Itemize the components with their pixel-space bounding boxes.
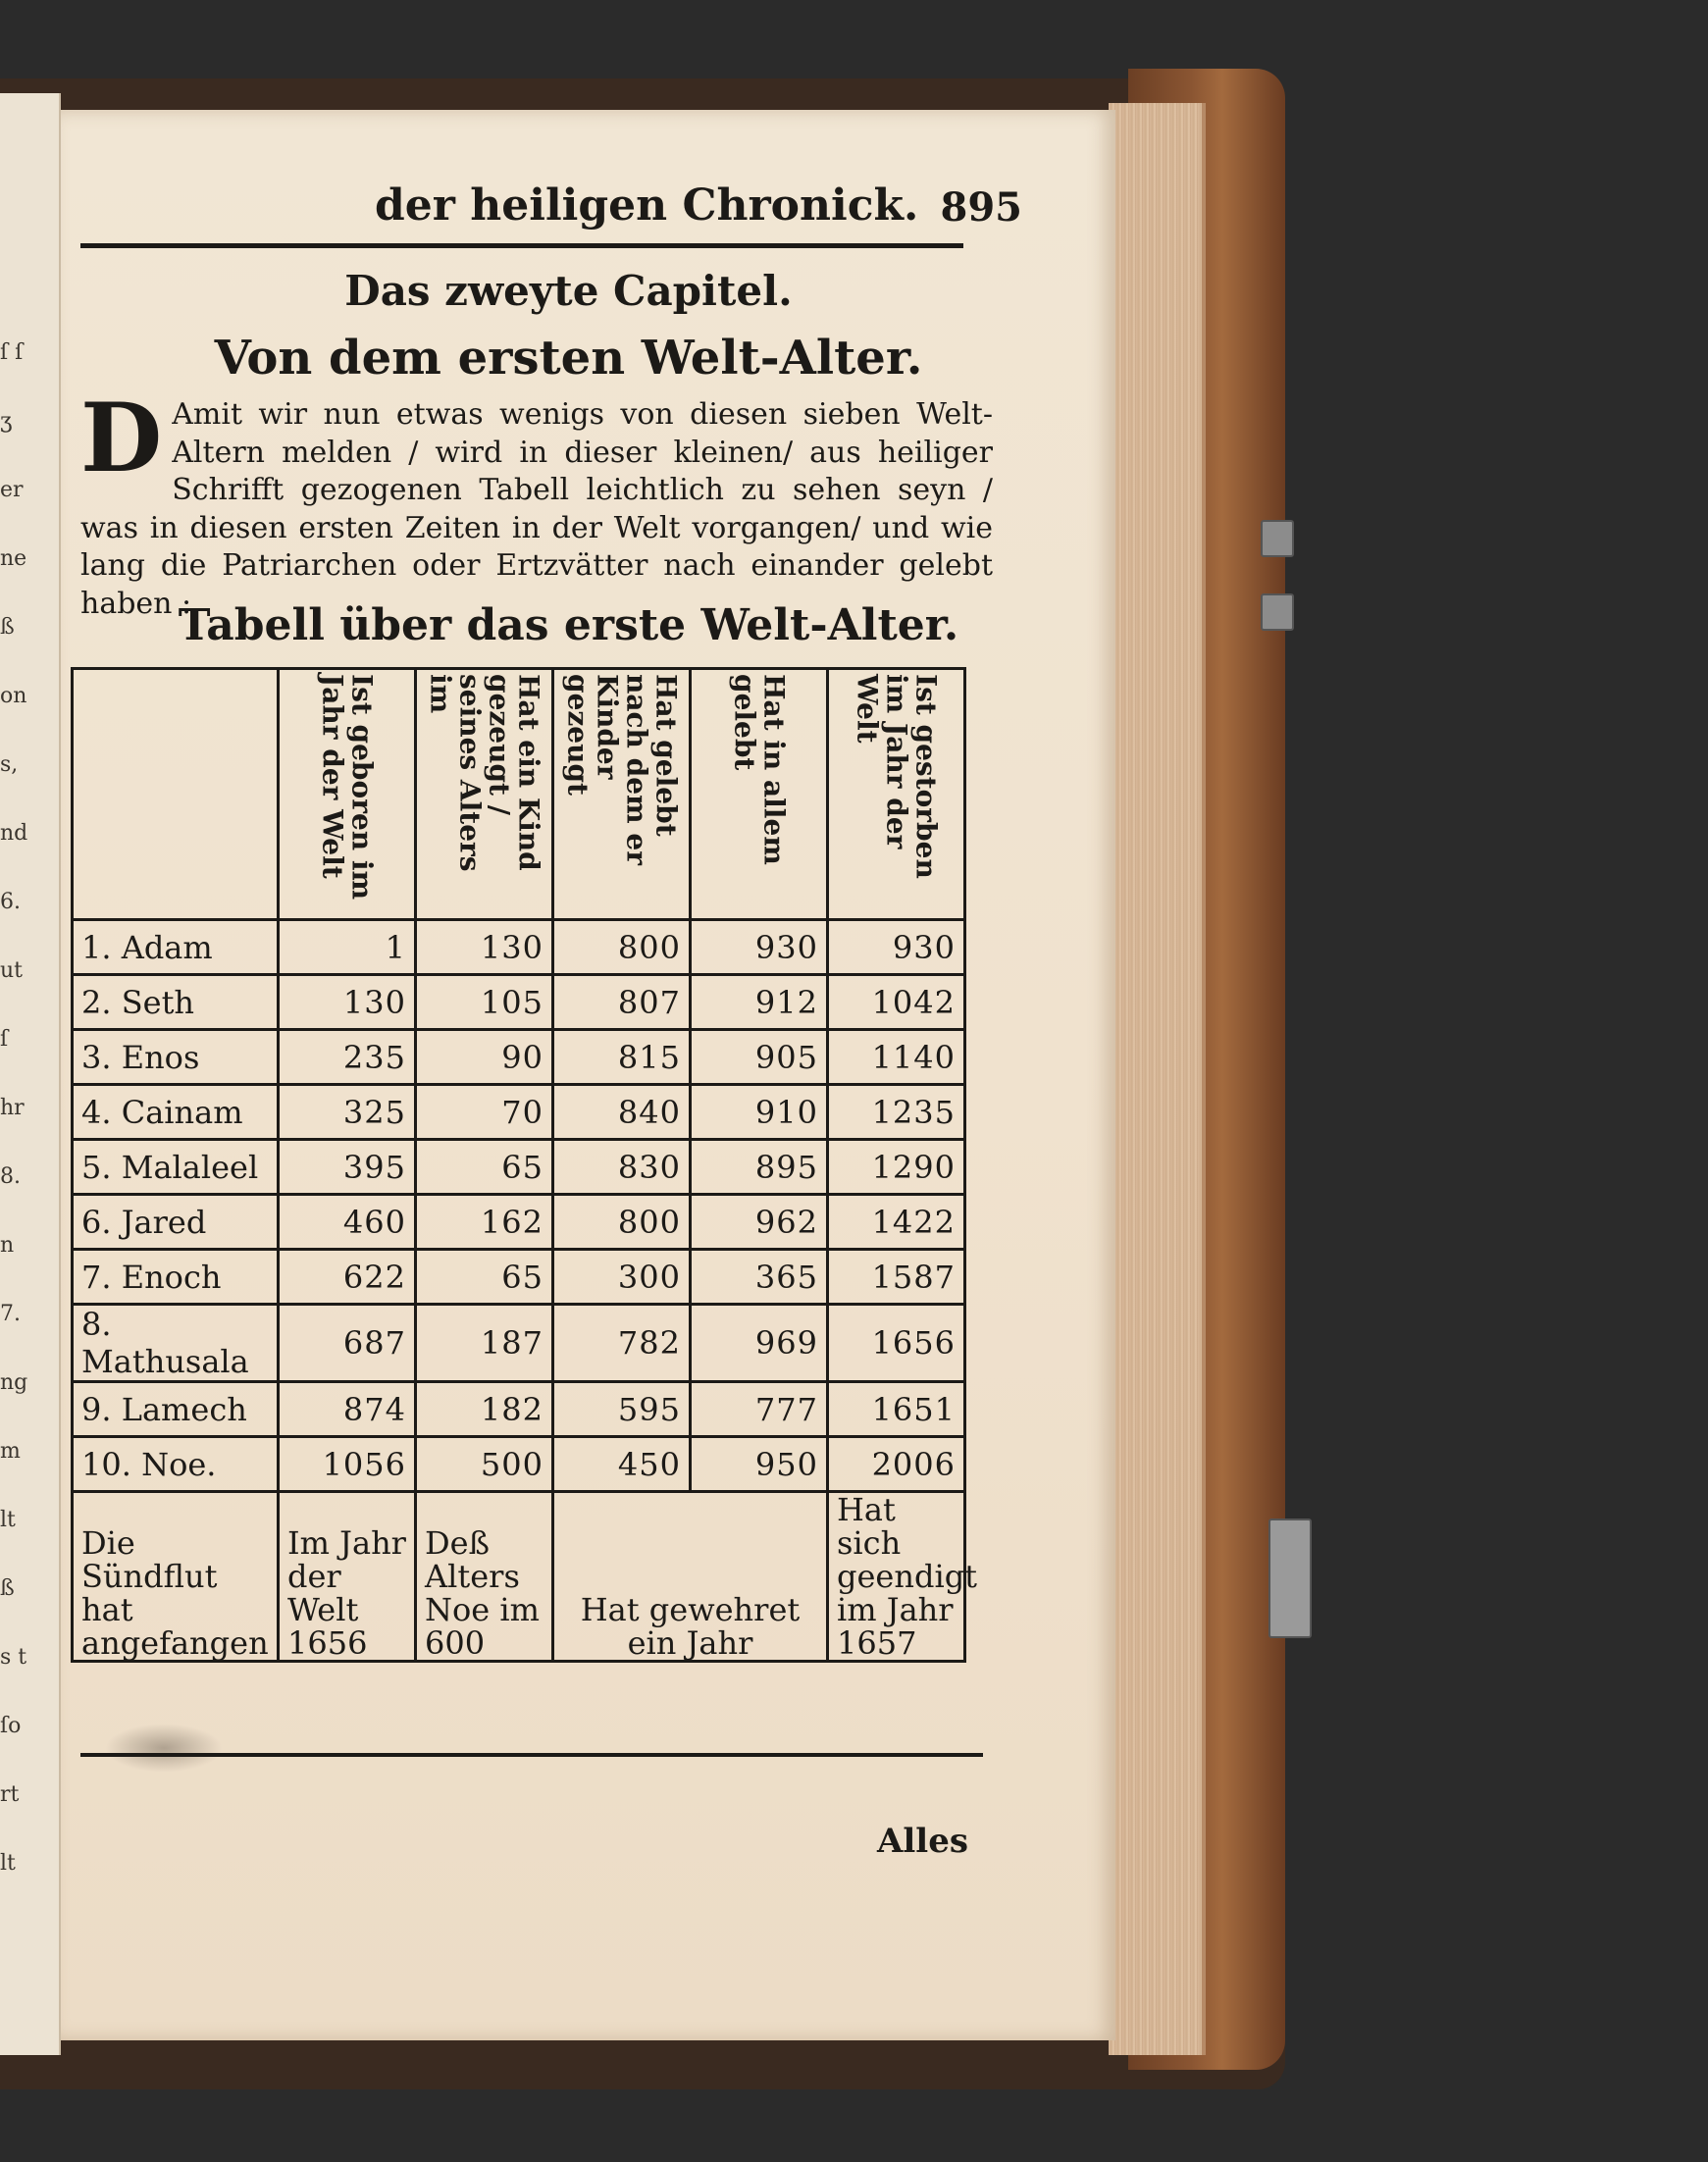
lived-total: 905 bbox=[691, 1030, 828, 1085]
header-rule bbox=[80, 243, 963, 248]
lived-after: 800 bbox=[553, 1195, 691, 1250]
table-row bbox=[73, 1030, 965, 1085]
patriarch-name: 10. Noe. bbox=[73, 1437, 279, 1492]
born-year: 395 bbox=[279, 1140, 416, 1195]
table-row bbox=[73, 920, 965, 975]
begat-age: 182 bbox=[416, 1382, 553, 1437]
born-year: 622 bbox=[279, 1250, 416, 1305]
lived-after: 800 bbox=[553, 920, 691, 975]
intro-text: Amit wir nun etwas wenigs von diesen sieben Welt-Altern melden / wird in dieser kleinen/ aus heiliger Schrifft gezogenen Tabell leichtlich zu sehen seyn / was in diesen ersten Zeiten in der Welt vorgangen/ und wie lang die Patriarchen oder Ertzvätter nach einander gelebt haben : bbox=[80, 397, 993, 621]
page-number: 895 bbox=[940, 184, 1022, 231]
lived-total: 962 bbox=[691, 1195, 828, 1250]
born-year: 460 bbox=[279, 1195, 416, 1250]
died-year: 1290 bbox=[828, 1140, 965, 1195]
born-year: 235 bbox=[279, 1030, 416, 1085]
begat-age: 500 bbox=[416, 1437, 553, 1492]
table-row bbox=[73, 1140, 965, 1195]
born-year: 687 bbox=[279, 1305, 416, 1382]
flood-label: Die Sündflut hat angefangen bbox=[73, 1492, 279, 1662]
table-row bbox=[73, 1437, 965, 1492]
running-title: der heiligen Chronick. bbox=[375, 180, 919, 231]
died-year: 1656 bbox=[828, 1305, 965, 1382]
patriarch-name: 7. Enoch bbox=[73, 1250, 279, 1305]
lived-total: 969 bbox=[691, 1305, 828, 1382]
lived-after: 450 bbox=[553, 1437, 691, 1492]
lived-total: 930 bbox=[691, 920, 828, 975]
begat-age: 130 bbox=[416, 920, 553, 975]
table-row bbox=[73, 1195, 965, 1250]
chapter-title: Von dem ersten Welt-Alter. bbox=[214, 331, 923, 386]
lived-total: 912 bbox=[691, 975, 828, 1030]
header-died: Ist gestorben im Jahr der Welt bbox=[828, 669, 965, 920]
table-row bbox=[73, 1382, 965, 1437]
flood-row bbox=[73, 1492, 965, 1662]
left-margin-fragments: ſ ſ ʒ er ne ß on s, nd 6. ut ſ hr 8. n 7. ng m lt ß s t ſo rt lt bbox=[0, 340, 28, 1876]
flood-duration: Hat gewehret ein Jahr bbox=[553, 1492, 828, 1662]
page-edges bbox=[1109, 103, 1206, 2055]
ink-smudge bbox=[105, 1724, 223, 1773]
lived-after: 595 bbox=[553, 1382, 691, 1437]
died-year: 1042 bbox=[828, 975, 965, 1030]
born-year: 325 bbox=[279, 1085, 416, 1140]
lived-total: 910 bbox=[691, 1085, 828, 1140]
drop-cap: D bbox=[80, 383, 163, 493]
died-year: 2006 bbox=[828, 1437, 965, 1492]
patriarch-name: 2. Seth bbox=[73, 975, 279, 1030]
lived-after: 830 bbox=[553, 1140, 691, 1195]
flood-noah-age: Deß Alters Noe im 600 bbox=[416, 1492, 553, 1662]
table-header-row bbox=[73, 669, 965, 920]
bottom-rule bbox=[80, 1753, 983, 1757]
born-year: 1 bbox=[279, 920, 416, 975]
clasp-middle-icon bbox=[1261, 593, 1294, 631]
table-row bbox=[73, 975, 965, 1030]
header-born: Ist geboren im Jahr der Welt bbox=[279, 669, 416, 920]
patriarch-name: 5. Malaleel bbox=[73, 1140, 279, 1195]
lived-after: 782 bbox=[553, 1305, 691, 1382]
died-year: 1422 bbox=[828, 1195, 965, 1250]
begat-age: 105 bbox=[416, 975, 553, 1030]
intro-paragraph bbox=[80, 383, 993, 623]
header-lived-total: Hat in allem gelebt bbox=[691, 669, 828, 920]
begat-age: 65 bbox=[416, 1250, 553, 1305]
died-year: 1587 bbox=[828, 1250, 965, 1305]
lived-total: 895 bbox=[691, 1140, 828, 1195]
table-title: Tabell über das erste Welt-Alter. bbox=[178, 600, 959, 650]
flood-end: Hat sich geendigt im Jahr 1657 bbox=[828, 1492, 965, 1662]
lived-total: 365 bbox=[691, 1250, 828, 1305]
table-row bbox=[73, 1250, 965, 1305]
died-year: 1235 bbox=[828, 1085, 965, 1140]
lived-after: 840 bbox=[553, 1085, 691, 1140]
born-year: 874 bbox=[279, 1382, 416, 1437]
lived-after: 807 bbox=[553, 975, 691, 1030]
begat-age: 90 bbox=[416, 1030, 553, 1085]
begat-age: 162 bbox=[416, 1195, 553, 1250]
lived-after: 815 bbox=[553, 1030, 691, 1085]
clasp-bottom-icon bbox=[1268, 1519, 1312, 1638]
patriarch-name: 3. Enos bbox=[73, 1030, 279, 1085]
patriarch-name: 1. Adam bbox=[73, 920, 279, 975]
left-page-edge bbox=[0, 93, 61, 2055]
chronology-table bbox=[71, 667, 978, 1663]
table-row bbox=[73, 1085, 965, 1140]
born-year: 130 bbox=[279, 975, 416, 1030]
patriarch-name: 6. Jared bbox=[73, 1195, 279, 1250]
died-year: 1140 bbox=[828, 1030, 965, 1085]
lived-total: 950 bbox=[691, 1437, 828, 1492]
page bbox=[61, 110, 1115, 2040]
table-row bbox=[73, 1305, 965, 1382]
chapter-label: Das zweyte Capitel. bbox=[344, 267, 793, 315]
header-begat-age: Hat ein Kind gezeugt / seines Alters im bbox=[416, 669, 553, 920]
clasp-top-icon bbox=[1261, 520, 1294, 557]
patriarch-name: 9. Lamech bbox=[73, 1382, 279, 1437]
header-lived-after: Hat gelebt nach dem er Kinder gezeugt bbox=[553, 669, 691, 920]
lived-after: 300 bbox=[553, 1250, 691, 1305]
lived-total: 777 bbox=[691, 1382, 828, 1437]
begat-age: 187 bbox=[416, 1305, 553, 1382]
catchword: Alles bbox=[877, 1822, 968, 1861]
died-year: 1651 bbox=[828, 1382, 965, 1437]
begat-age: 65 bbox=[416, 1140, 553, 1195]
patriarch-name: 8. Mathusala bbox=[73, 1305, 279, 1382]
born-year: 1056 bbox=[279, 1437, 416, 1492]
patriarch-name: 4. Cainam bbox=[73, 1085, 279, 1140]
flood-year: Im Jahr der Welt 1656 bbox=[279, 1492, 416, 1662]
begat-age: 70 bbox=[416, 1085, 553, 1140]
header-blank bbox=[73, 669, 279, 920]
died-year: 930 bbox=[828, 920, 965, 975]
running-header bbox=[316, 180, 1022, 239]
